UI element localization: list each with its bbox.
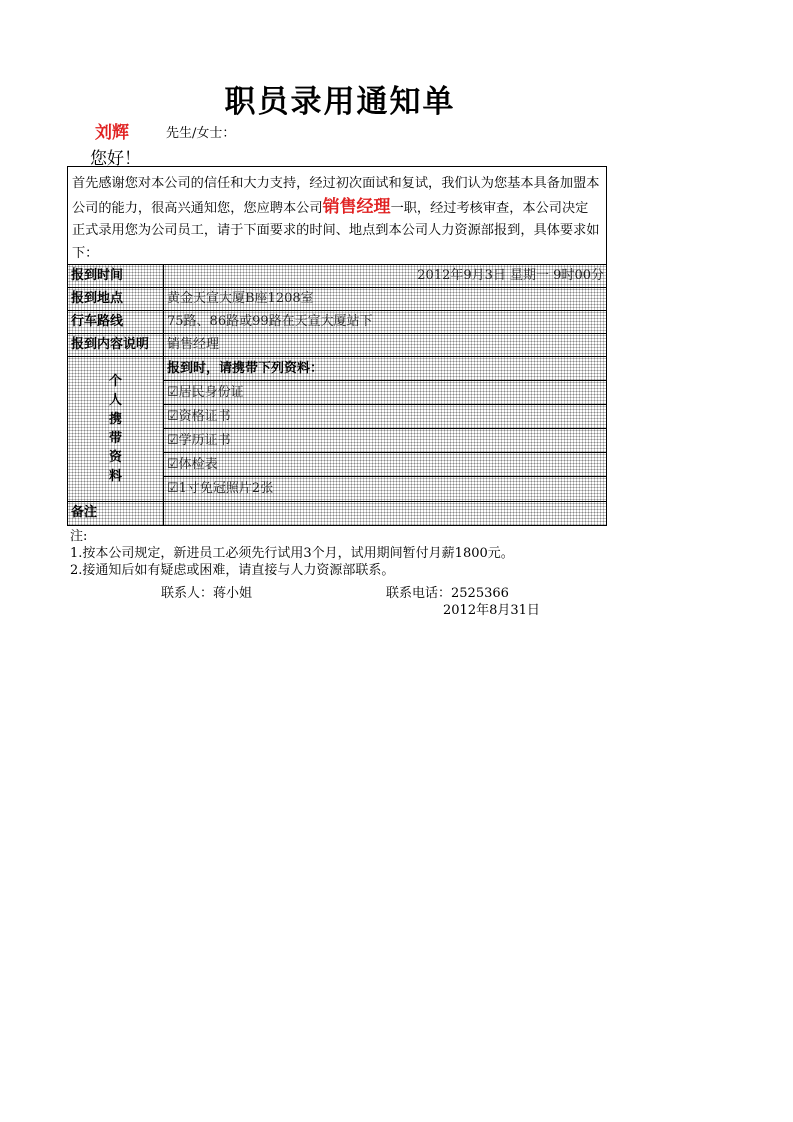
- issue-date: 2012年8月31日: [443, 603, 540, 618]
- notes: [70, 528, 514, 579]
- remarks-value: [164, 502, 606, 525]
- list-item: ☑体检表: [164, 453, 606, 477]
- page-title: 职员录用通知单: [224, 84, 456, 120]
- intro-text-2: 一职，经过考核审查，本公司决定正式录用您为公司员工，请于下面要求的时间、地点到本公司人力资源部报到，具体要求如下：: [72, 200, 600, 261]
- personal-items-label: [68, 357, 164, 501]
- row-value: 75路、86路或99路在天宣大厦站下: [164, 311, 606, 333]
- list-item: ☑学历证书: [164, 429, 606, 453]
- label-char: 料: [108, 469, 122, 484]
- row-report-location: [68, 288, 606, 311]
- intro-text-1: 首先感谢您对本公司的信任和大力支持，经过初次面试和复试，我们认为您基本具备加盟本公司的能力，很高兴通知您，您应聘本公司: [72, 176, 600, 216]
- note-line: 2.接通知后如有疑虑或困难，请直接与人力资源部联系。: [70, 563, 395, 578]
- row-report-content: [68, 334, 606, 357]
- row-value: 销售经理: [164, 334, 606, 356]
- label-char: 携: [108, 412, 122, 427]
- row-bus-route: [68, 311, 606, 334]
- recipient-name: 刘辉: [95, 123, 129, 143]
- list-item: ☑1寸免冠照片2张: [164, 477, 606, 501]
- position-highlight: 销售经理: [322, 196, 391, 217]
- intro-paragraph: [68, 167, 606, 265]
- salutation-suffix: 先生/女士：: [166, 126, 236, 141]
- label-char: 人: [108, 393, 122, 408]
- label-char: 资: [108, 450, 122, 465]
- row-label: 报到内容说明: [68, 334, 164, 356]
- row-value: 2012年9月3日 星期一 9时00分: [164, 265, 606, 287]
- label-char: 带: [108, 431, 122, 446]
- notes-heading: 注:: [70, 529, 88, 544]
- contact-person: 联系人：蒋小姐: [161, 586, 253, 601]
- items-header: 报到时，请携带下列资料：: [164, 357, 606, 381]
- list-item: ☑资格证书: [164, 405, 606, 429]
- list-item: ☑居民身份证: [164, 381, 606, 405]
- row-label: 报到时间: [68, 265, 164, 287]
- personal-items-block: [68, 357, 606, 502]
- row-label: 报到地点: [68, 288, 164, 310]
- row-value: 黄金天宣大厦B座1208室: [164, 288, 606, 310]
- note-line: 1.按本公司规定，新进员工必须先行试用3个月，试用期间暂付月薪1800元。: [70, 546, 514, 561]
- row-report-time: [68, 265, 606, 288]
- label-char: 个: [108, 374, 122, 389]
- notice-table: [67, 166, 607, 526]
- remarks-label: 备注: [68, 502, 164, 525]
- greeting: 您好！: [90, 149, 141, 169]
- contact-phone: 联系电话：2525366: [386, 586, 509, 601]
- row-remarks: [68, 502, 606, 525]
- row-label: 行车路线: [68, 311, 164, 333]
- personal-items-list: [164, 357, 606, 501]
